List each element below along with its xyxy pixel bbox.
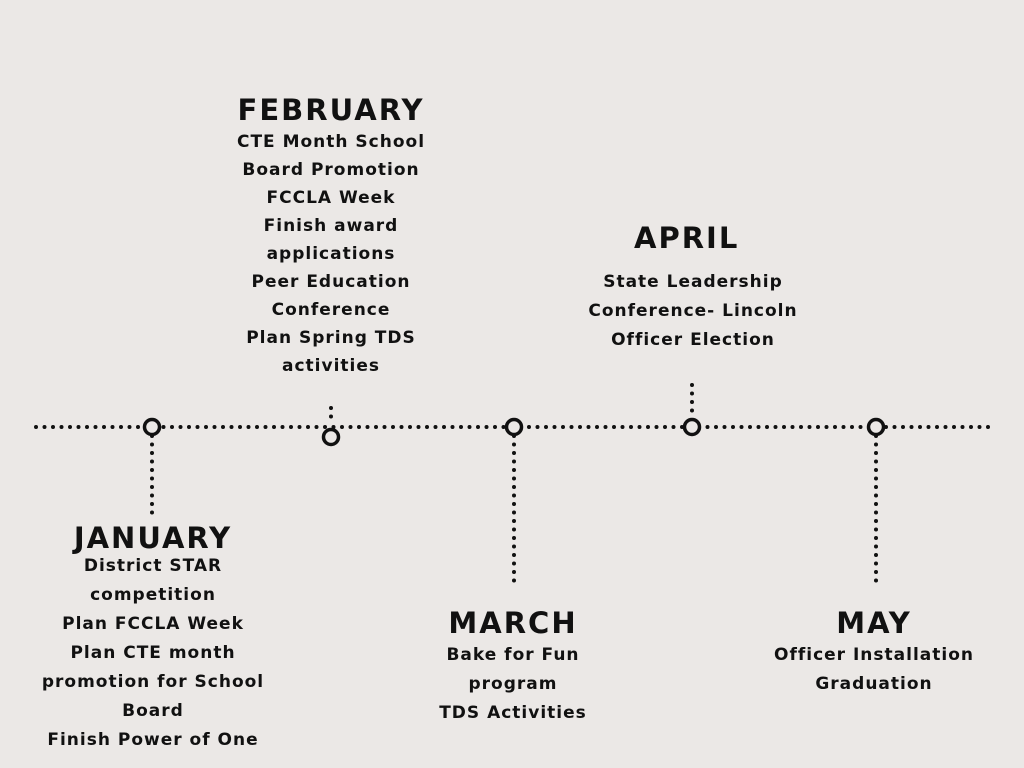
month-item: Board: [122, 701, 184, 721]
month-title: APRIL: [634, 221, 740, 255]
month-block-may: [754, 605, 994, 699]
march-marker: [507, 420, 522, 435]
month-item: CTE Month School: [236, 132, 426, 152]
month-item: activities: [281, 356, 380, 376]
month-items: [211, 128, 451, 380]
month-item: Finish award: [263, 216, 399, 236]
month-title: FEBRUARY: [237, 93, 425, 127]
month-item: program: [468, 674, 558, 694]
month-items: [403, 641, 623, 728]
month-item: Finish Power of One: [47, 730, 259, 750]
month-item: Officer Installation: [774, 645, 974, 665]
month-block-april: [573, 220, 813, 355]
january-marker: [145, 420, 160, 435]
month-item: Officer Election: [611, 330, 775, 350]
month-item: TDS Activities: [439, 703, 587, 723]
month-block-march: [403, 605, 623, 728]
month-items: [23, 552, 283, 755]
month-title: MAY: [836, 606, 912, 640]
may-marker: [869, 420, 884, 435]
month-block-january: [23, 520, 283, 755]
month-block-february: [211, 92, 451, 380]
month-item: applications: [266, 244, 396, 264]
month-items: [754, 641, 994, 699]
month-item: Conference: [271, 300, 391, 320]
month-item: Bake for Fun: [446, 645, 580, 665]
month-item: promotion for School: [41, 672, 265, 692]
month-title: JANUARY: [73, 521, 233, 555]
month-item: Plan FCCLA Week: [62, 614, 244, 634]
month-item: Conference- Lincoln: [588, 301, 798, 321]
month-item: State Leadership: [603, 272, 783, 292]
month-item: District STAR: [83, 556, 223, 576]
month-item: FCCLA Week: [266, 188, 396, 208]
month-item: Plan CTE month: [70, 643, 236, 663]
month-item: competition: [90, 585, 216, 605]
month-item: Peer Education: [251, 272, 411, 292]
month-items: [573, 268, 813, 355]
month-item: Graduation: [815, 674, 933, 694]
month-title: MARCH: [448, 606, 578, 640]
month-item: Plan Spring TDS: [246, 328, 416, 348]
month-item: Board Promotion: [242, 160, 420, 180]
april-marker: [685, 420, 700, 435]
february-marker: [324, 430, 339, 445]
